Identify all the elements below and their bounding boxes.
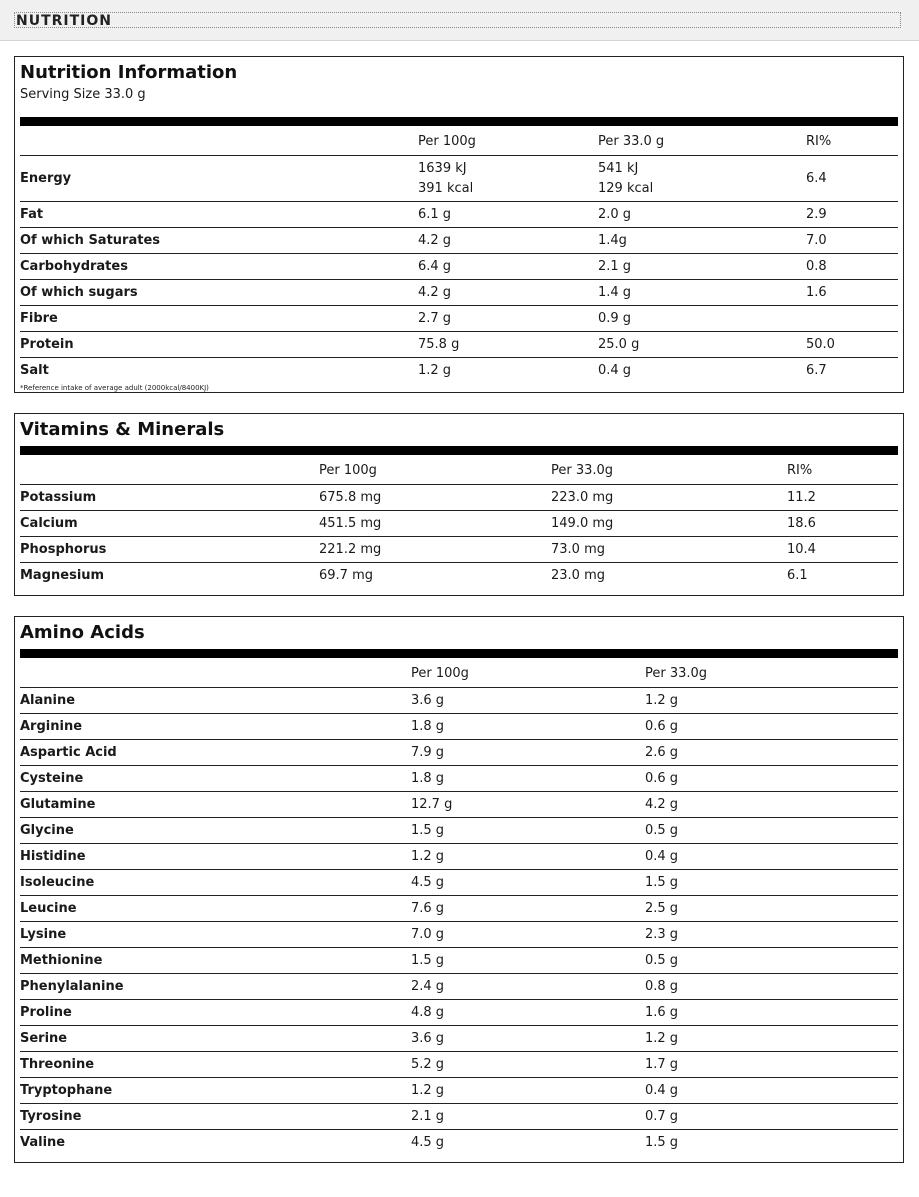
- table-row: [20, 563, 898, 589]
- section-header-title[interactable]: NUTRITION: [14, 12, 901, 28]
- value-ri-percent: 50.0: [806, 332, 898, 358]
- header-per-serving: Per 33.0g: [645, 666, 708, 681]
- value-per-serving: 23.0 mg: [551, 563, 787, 589]
- value-per-serving: 1.4g: [598, 228, 806, 254]
- nutrition-table: [20, 126, 898, 383]
- value-ri-percent: 11.2: [787, 485, 898, 511]
- table-row: [20, 156, 898, 202]
- value-per-100g: 3.6 g: [411, 1026, 645, 1052]
- nutrient-name: Valine: [20, 1130, 411, 1156]
- value-per-100g: 5.2 g: [411, 1052, 645, 1078]
- value-per-serving: 0.4 g: [645, 844, 898, 870]
- header-mineral: [20, 455, 319, 485]
- value-per-100g: 1.5 g: [411, 818, 645, 844]
- value-per-100g: 1.2 g: [411, 844, 645, 870]
- value-per-serving: 1.2 g: [645, 1026, 898, 1052]
- value-per-100g: 7.9 g: [411, 740, 645, 766]
- nutrient-name: Potassium: [20, 485, 319, 511]
- value-ri-percent: 18.6: [787, 511, 898, 537]
- table-row: [20, 1026, 898, 1052]
- value-per-100g: 2.1 g: [411, 1104, 645, 1130]
- value-per-100g: 4.5 g: [411, 1130, 645, 1156]
- value-per-100g: 3.6 g: [411, 688, 645, 714]
- table-row: [20, 1052, 898, 1078]
- table-row: [20, 280, 898, 306]
- amino-acids-table: [20, 658, 898, 1155]
- value-per-100g: 4.8 g: [411, 1000, 645, 1026]
- nutrient-name: Calcium: [20, 511, 319, 537]
- energy-per-serving-kj: 541 kJ: [598, 160, 639, 176]
- serving-size: Serving Size 33.0 g: [20, 87, 146, 102]
- value-per-100g: 451.5 mg: [319, 511, 551, 537]
- amino-acids-panel: [14, 616, 904, 1163]
- value-ri-percent: 2.9: [806, 202, 898, 228]
- nutrient-name: Serine: [20, 1026, 411, 1052]
- table-row: [20, 332, 898, 358]
- energy-ri: 6.4: [806, 156, 898, 202]
- nutrient-name: Salt: [20, 358, 418, 384]
- section-header-bar: [0, 0, 919, 41]
- value-per-serving: 1.7 g: [645, 1052, 898, 1078]
- heavy-divider: [20, 117, 898, 126]
- value-per-100g: 1.8 g: [411, 766, 645, 792]
- header-per-serving: Per 33.0 g: [598, 134, 665, 149]
- value-per-100g: 2.4 g: [411, 974, 645, 1000]
- table-row: [20, 537, 898, 563]
- value-per-serving: 1.4 g: [598, 280, 806, 306]
- nutrient-name: Alanine: [20, 688, 411, 714]
- value-per-serving: 0.9 g: [598, 306, 806, 332]
- table-row: [20, 254, 898, 280]
- value-per-serving: 223.0 mg: [551, 485, 787, 511]
- table-row: [20, 818, 898, 844]
- nutrient-name: Carbohydrates: [20, 254, 418, 280]
- value-per-serving: 2.1 g: [598, 254, 806, 280]
- value-ri-percent: 6.1: [787, 563, 898, 589]
- vitamins-minerals-panel: [14, 413, 904, 596]
- value-per-serving: 0.5 g: [645, 948, 898, 974]
- nutrient-name: Fibre: [20, 306, 418, 332]
- energy-per-100g: [418, 156, 598, 202]
- nutrient-name: Threonine: [20, 1052, 411, 1078]
- table-row: [20, 1078, 898, 1104]
- table-row: [20, 922, 898, 948]
- nutrient-name: Methionine: [20, 948, 411, 974]
- value-per-100g: 4.2 g: [418, 228, 598, 254]
- vitamins-header-row: [20, 455, 898, 485]
- value-per-100g: 1.2 g: [411, 1078, 645, 1104]
- value-per-100g: 69.7 mg: [319, 563, 551, 589]
- vitamins-table: [20, 455, 898, 588]
- value-per-serving: 0.4 g: [598, 358, 806, 384]
- nutrient-name: Cysteine: [20, 766, 411, 792]
- value-per-serving: 1.2 g: [645, 688, 898, 714]
- value-per-100g: 7.6 g: [411, 896, 645, 922]
- table-row: [20, 870, 898, 896]
- heavy-divider: [20, 649, 898, 658]
- nutrient-name: Tryptophane: [20, 1078, 411, 1104]
- table-row: [20, 511, 898, 537]
- nutrient-name: Proline: [20, 1000, 411, 1026]
- header-per-100g: Per 100g: [319, 463, 377, 478]
- value-per-serving: 25.0 g: [598, 332, 806, 358]
- nutrient-name: Phosphorus: [20, 537, 319, 563]
- nutrient-name: Lysine: [20, 922, 411, 948]
- table-row: [20, 1000, 898, 1026]
- value-per-serving: 73.0 mg: [551, 537, 787, 563]
- value-per-serving: 2.0 g: [598, 202, 806, 228]
- reference-intake-footnote: *Reference intake of average adult (2000kcal/8400KJ): [20, 384, 209, 392]
- value-per-100g: 4.2 g: [418, 280, 598, 306]
- value-per-serving: 1.5 g: [645, 1130, 898, 1156]
- value-per-serving: 0.6 g: [645, 714, 898, 740]
- value-per-100g: 675.8 mg: [319, 485, 551, 511]
- energy-per-serving: [598, 156, 806, 202]
- value-per-serving: 1.6 g: [645, 1000, 898, 1026]
- value-per-serving: 0.5 g: [645, 818, 898, 844]
- nutrition-header-row: [20, 126, 898, 156]
- table-row: [20, 1130, 898, 1156]
- value-per-100g: 1.8 g: [411, 714, 645, 740]
- energy-per-100g-kj: 1639 kJ: [418, 160, 467, 176]
- table-row: [20, 228, 898, 254]
- nutrient-name: Magnesium: [20, 563, 319, 589]
- energy-per-serving-kcal: 129 kcal: [598, 180, 654, 196]
- nutrient-name: Phenylalanine: [20, 974, 411, 1000]
- header-nutrient: [20, 126, 418, 156]
- value-per-100g: 6.1 g: [418, 202, 598, 228]
- table-row: [20, 358, 898, 384]
- value-per-100g: 75.8 g: [418, 332, 598, 358]
- table-row: [20, 306, 898, 332]
- table-row: [20, 740, 898, 766]
- nutrition-information-title: Nutrition Information: [20, 62, 238, 83]
- nutrient-name: Isoleucine: [20, 870, 411, 896]
- nutrient-name: Glutamine: [20, 792, 411, 818]
- value-per-serving: 0.4 g: [645, 1078, 898, 1104]
- energy-per-100g-kcal: 391 kcal: [418, 180, 474, 196]
- header-per-100g: Per 100g: [411, 666, 469, 681]
- value-per-serving: 2.3 g: [645, 922, 898, 948]
- table-row: [20, 792, 898, 818]
- value-ri-percent: 10.4: [787, 537, 898, 563]
- nutrient-name: Leucine: [20, 896, 411, 922]
- vitamins-minerals-title: Vitamins & Minerals: [20, 419, 225, 440]
- table-row: [20, 714, 898, 740]
- nutrient-name: Energy: [20, 156, 418, 202]
- heavy-divider: [20, 446, 898, 455]
- table-row: [20, 688, 898, 714]
- nutrient-name: Protein: [20, 332, 418, 358]
- nutrient-name: Fat: [20, 202, 418, 228]
- value-per-serving: 149.0 mg: [551, 511, 787, 537]
- table-row: [20, 766, 898, 792]
- value-per-100g: 12.7 g: [411, 792, 645, 818]
- nutrition-information-panel: [14, 56, 904, 393]
- header-ri-percent: RI%: [806, 134, 832, 149]
- table-row: [20, 202, 898, 228]
- amino-acids-title: Amino Acids: [20, 622, 145, 643]
- value-per-serving: 0.6 g: [645, 766, 898, 792]
- value-per-100g: 7.0 g: [411, 922, 645, 948]
- amino-header-row: [20, 658, 898, 688]
- value-per-serving: 0.8 g: [645, 974, 898, 1000]
- value-ri-percent: 0.8: [806, 254, 898, 280]
- nutrient-name: Aspartic Acid: [20, 740, 411, 766]
- table-row: [20, 974, 898, 1000]
- table-row: [20, 896, 898, 922]
- value-per-100g: 1.5 g: [411, 948, 645, 974]
- value-per-serving: 4.2 g: [645, 792, 898, 818]
- table-row: [20, 844, 898, 870]
- value-per-100g: 2.7 g: [418, 306, 598, 332]
- nutrient-name: Histidine: [20, 844, 411, 870]
- nutrient-name: Of which sugars: [20, 280, 418, 306]
- header-per-100g: Per 100g: [418, 134, 476, 149]
- table-row: [20, 485, 898, 511]
- table-row: [20, 1104, 898, 1130]
- header-ri-percent: RI%: [787, 463, 813, 478]
- value-per-100g: 6.4 g: [418, 254, 598, 280]
- header-amino-acid: [20, 658, 411, 688]
- value-per-100g: 4.5 g: [411, 870, 645, 896]
- value-per-serving: 0.7 g: [645, 1104, 898, 1130]
- value-per-serving: 1.5 g: [645, 870, 898, 896]
- table-row: [20, 948, 898, 974]
- value-per-serving: 2.6 g: [645, 740, 898, 766]
- nutrient-name: Arginine: [20, 714, 411, 740]
- value-per-serving: 2.5 g: [645, 896, 898, 922]
- nutrient-name: Tyrosine: [20, 1104, 411, 1130]
- value-per-100g: 1.2 g: [418, 358, 598, 384]
- value-ri-percent: 7.0: [806, 228, 898, 254]
- value-ri-percent: 6.7: [806, 358, 898, 384]
- value-per-100g: 221.2 mg: [319, 537, 551, 563]
- value-ri-percent: 1.6: [806, 280, 898, 306]
- nutrient-name: Glycine: [20, 818, 411, 844]
- nutrient-name: Of which Saturates: [20, 228, 418, 254]
- header-per-serving: Per 33.0g: [551, 463, 614, 478]
- value-ri-percent: [806, 306, 898, 332]
